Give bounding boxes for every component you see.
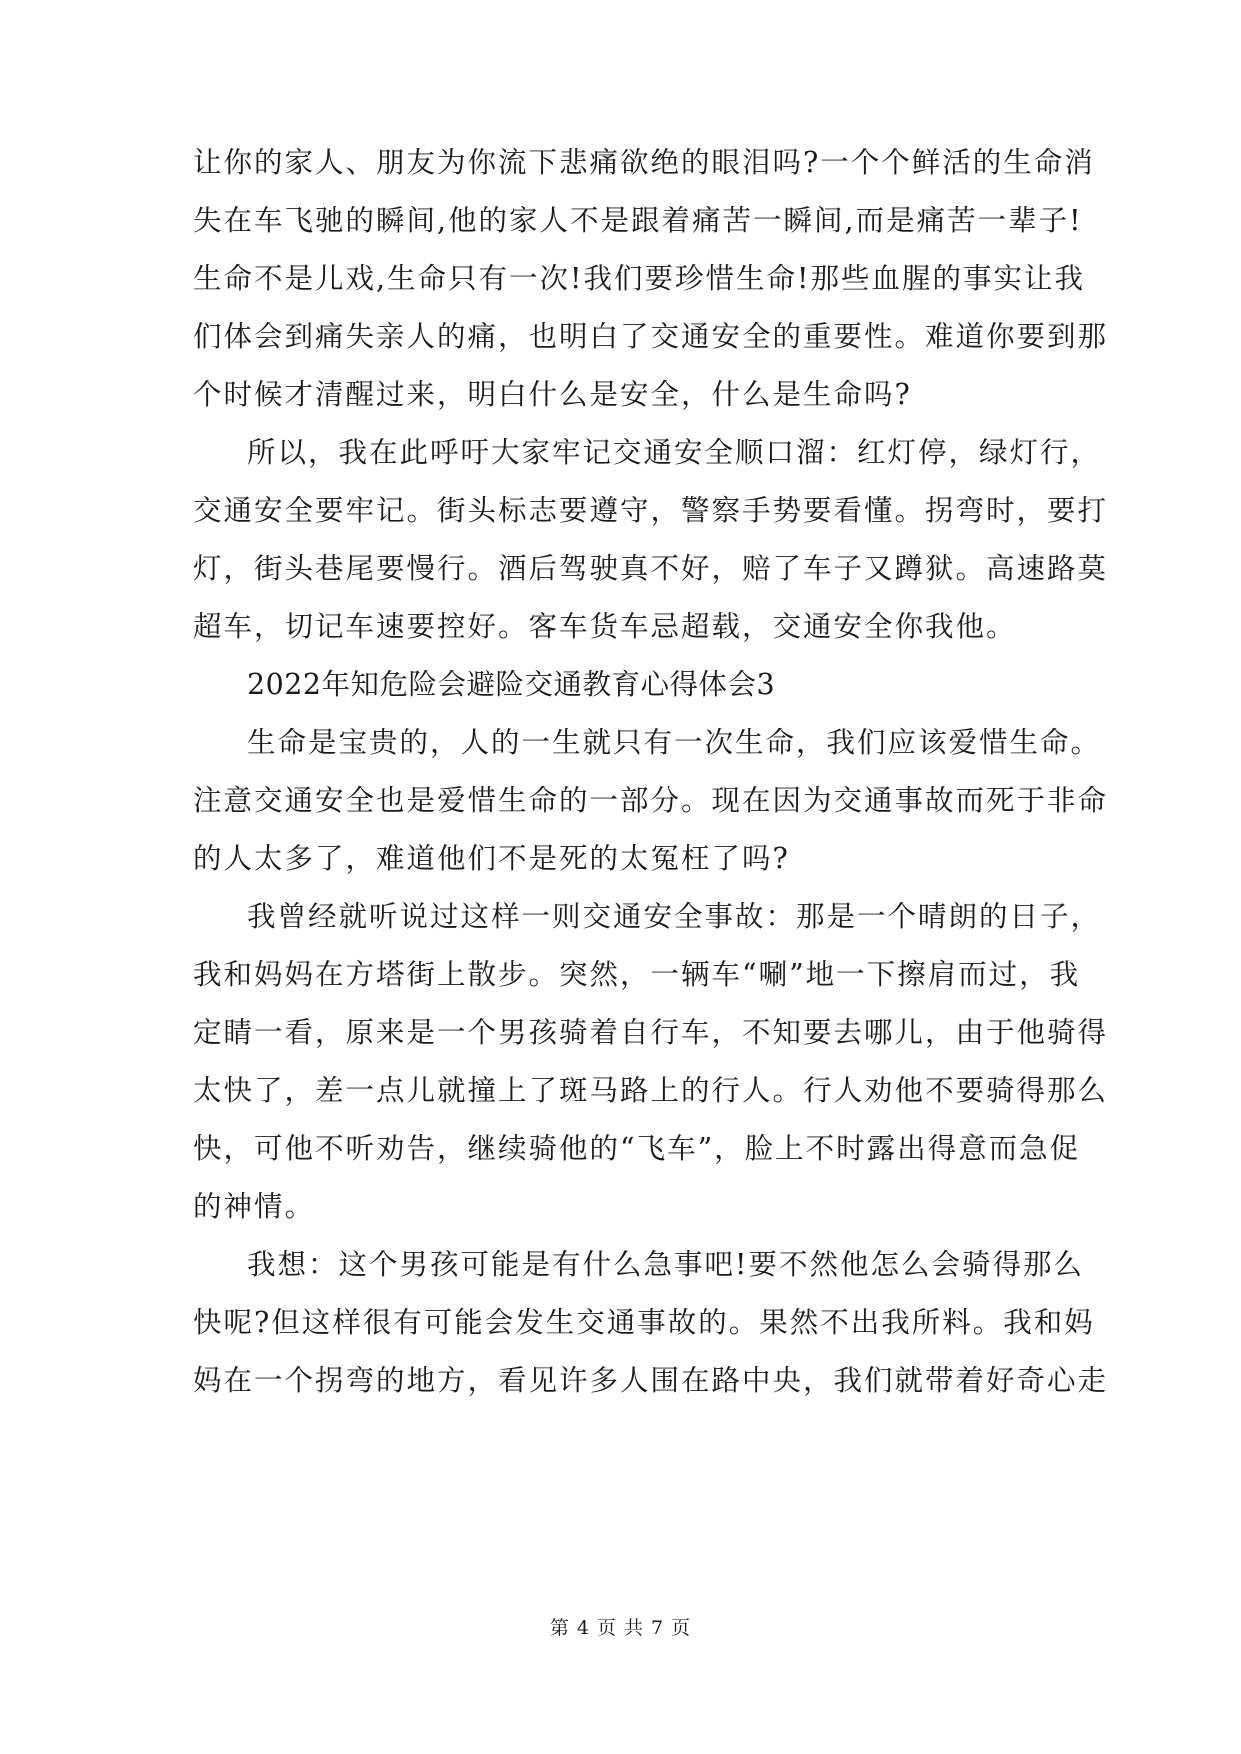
section-heading: 2022年知危险会避险交通教育心得体会3 <box>247 668 776 701</box>
text-line: 灯，街头巷尾要慢行。酒后驾驶真不好，赔了车子又蹲狱。高速路莫 <box>193 552 1109 585</box>
text-line: 失在车飞驰的瞬间,他的家人不是跟着痛苦一瞬间,而是痛苦一辈子! <box>193 204 1083 237</box>
text-line: 的神情。 <box>193 1190 316 1223</box>
page-number-footer: 第 4 页 共 7 页 <box>549 1617 692 1639</box>
text-line: 太快了，差一点儿就撞上了斑马路上的行人。行人劝他不要骑得那么 <box>193 1074 1109 1107</box>
text-line: 我和妈妈在方塔街上散步。突然，一辆车“唰”地一下擦肩而过，我 <box>193 958 1081 991</box>
text-line: 让你的家人、朋友为你流下悲痛欲绝的眼泪吗?一个个鲜活的生命消 <box>193 146 1095 179</box>
text-line: 妈在一个拐弯的地方，看见许多人围在路中央，我们就带着好奇心走 <box>193 1364 1109 1397</box>
paragraph-start: 所以，我在此呼吁大家牢记交通安全顺口溜：红灯停，绿灯行， <box>247 436 1102 469</box>
text-line: 注意交通安全也是爱惜生命的一部分。现在因为交通事故而死于非命 <box>193 784 1109 817</box>
text-line: 们体会到痛失亲人的痛，也明白了交通安全的重要性。难道你要到那 <box>193 320 1109 353</box>
text-line: 定睛一看，原来是一个男孩骑着自行车，不知要去哪儿，由于他骑得 <box>193 1016 1109 1049</box>
text-line: 交通安全要牢记。街头标志要遵守，警察手势要看懂。拐弯时，要打 <box>193 494 1109 527</box>
paragraph-start: 我曾经就听说过这样一则交通安全事故：那是一个晴朗的日子， <box>247 900 1102 933</box>
paragraph-start: 生命是宝贵的，人的一生就只有一次生命，我们应该爱惜生命。 <box>247 726 1102 759</box>
text-line: 快，可他不听劝告，继续骑他的“飞车”，脸上不时露出得意而急促 <box>193 1132 1081 1165</box>
text-line: 个时候才清醒过来，明白什么是安全，什么是生命吗? <box>193 378 912 411</box>
paragraph-start: 我想：这个男孩可能是有什么急事吧!要不然他怎么会骑得那么 <box>247 1248 1084 1281</box>
text-line: 的人太多了，难道他们不是死的太冤枉了吗? <box>193 842 790 875</box>
text-line: 超车，切记车速要控好。客车货车忌超载，交通安全你我他。 <box>193 610 1017 643</box>
text-line: 快呢?但这样很有可能会发生交通事故的。果然不出我所料。我和妈 <box>193 1306 1095 1339</box>
text-line: 生命不是儿戏,生命只有一次!我们要珍惜生命!那些血腥的事实让我 <box>193 262 1085 295</box>
